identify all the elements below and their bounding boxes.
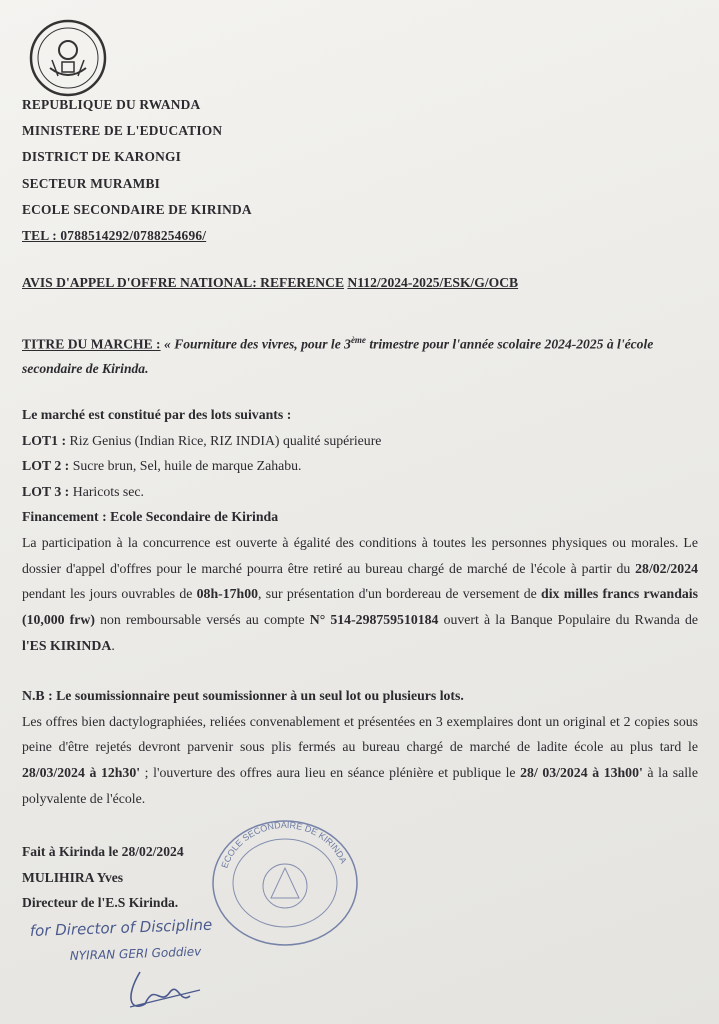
national-seal-icon [28, 18, 108, 98]
title-text-a: « Fourniture des vivres, pour le 3 [164, 336, 351, 352]
financement-line [22, 504, 698, 530]
office-hours: 08h-17h00 [196, 586, 258, 602]
lot-label: LOT 3 : [22, 483, 70, 499]
handwritten-note: for Director of Discipline [30, 915, 213, 940]
lot-item [22, 453, 698, 479]
reference-label: AVIS D'APPEL D'OFFRE NATIONAL: REFERENCE [22, 275, 345, 290]
fee-amount: dix milles francs rwandais (10,000 frw) [22, 586, 698, 628]
handwritten-signature [30, 912, 300, 1022]
nb-note: N.B : Le soumissionnaire peut soumissionner à un seul lot ou plusieurs lots. [22, 688, 464, 703]
withdraw-date: 28/02/2024 [635, 560, 698, 576]
market-title [22, 328, 698, 381]
header-district: DISTRICT DE KARONGI [22, 149, 182, 165]
lots-section [22, 402, 698, 530]
lot-label: LOT1 : [22, 432, 67, 448]
reference-line [22, 275, 518, 291]
lot-text: Sucre brun, Sel, huile de marque Zahabu. [69, 458, 302, 473]
letterhead [22, 92, 252, 249]
participation-paragraph: La participation à la concurrence est ouverte à égalité des conditions à toutes les personnes physiques ou morales. Le dossier d'appel d'offres pour le marché pourra être retiré au bureau chargé de marché de l'école à partir du 28/02/2024 pendant les jours ouvrables de 08h-17h00, sur présentation d'un bordereau de versement de dix milles francs rwandais (10,000 frw) non remboursable versés au compte N° 514-298759510184 ouvert à la Banque Populaire du Rwanda de l'ES KIRINDA. [22, 535, 698, 653]
school-name: l'ES KIRINDA [22, 637, 112, 653]
financement-label: Financement [22, 509, 99, 524]
opening-date: 28/ 03/2024 à 13h00' [520, 765, 643, 781]
bank-account: N° 514-298759510184 [309, 612, 439, 628]
submission-paragraph: N.B : Le soumissionnaire peut soumissionner à un seul lot ou plusieurs lots. Les offres bien dactylographiées, reliées convenablement et présentées en 3 exemplaires dont un original et 2 copies sous peine d'être rejetés devront parvenir sous plis fermés au bureau chargé de marché de ladite école au plus tard le 28/03/2024 à 12h30' ; l'ouverture des offres aura lieu en séance plénière et publique le 28/ 03/2024 à 13h00' à la salle polyvalente de l'école. [22, 683, 698, 812]
signatory-name: MULIHIRA Yves [22, 869, 124, 885]
header-tel: TEL : 0788514292/0788254696/ [22, 228, 207, 244]
stamp-text: ECOLE SECONDAIRE DE KIRINDA [219, 819, 349, 870]
deadline: 28/03/2024 à 12h30' [22, 765, 141, 781]
header-ministry: MINISTERE DE L'EDUCATION [22, 123, 223, 139]
lots-intro: Le marché est constitué par des lots suivants : [22, 407, 292, 422]
signatory-role: Directeur de l'E.S Kirinda. [22, 895, 179, 910]
title-label: TITRE DU MARCHE : [22, 336, 161, 352]
place-date: Fait à Kirinda le 28/02/2024 [22, 844, 184, 859]
financement-text: : Ecole Secondaire de Kirinda [98, 509, 279, 524]
lot-text: Haricots sec. [69, 483, 144, 499]
header-school: ECOLE SECONDAIRE DE KIRINDA [22, 201, 252, 217]
handwritten-name: NYIRAN GERI Goddiev [69, 944, 202, 963]
signature-block [22, 839, 184, 916]
title-sup: ème [350, 335, 366, 345]
header-sector: SECTEUR MURAMBI [22, 175, 161, 191]
lot-item [22, 428, 698, 454]
lot-item [22, 479, 698, 505]
lot-label: LOT 2 : [22, 458, 70, 473]
header-country: REPUBLIQUE DU RWANDA [22, 97, 201, 112]
lot-text: Riz Genius (Indian Rice, RIZ INDIA) qualité supérieure [66, 432, 382, 448]
reference-number: N112/2024-2025/ESK/G/OCB [347, 275, 519, 290]
title-text-b: trimestre pour l'année scolaire 2024-2025 à l'école secondaire de Kirinda. [22, 336, 654, 376]
